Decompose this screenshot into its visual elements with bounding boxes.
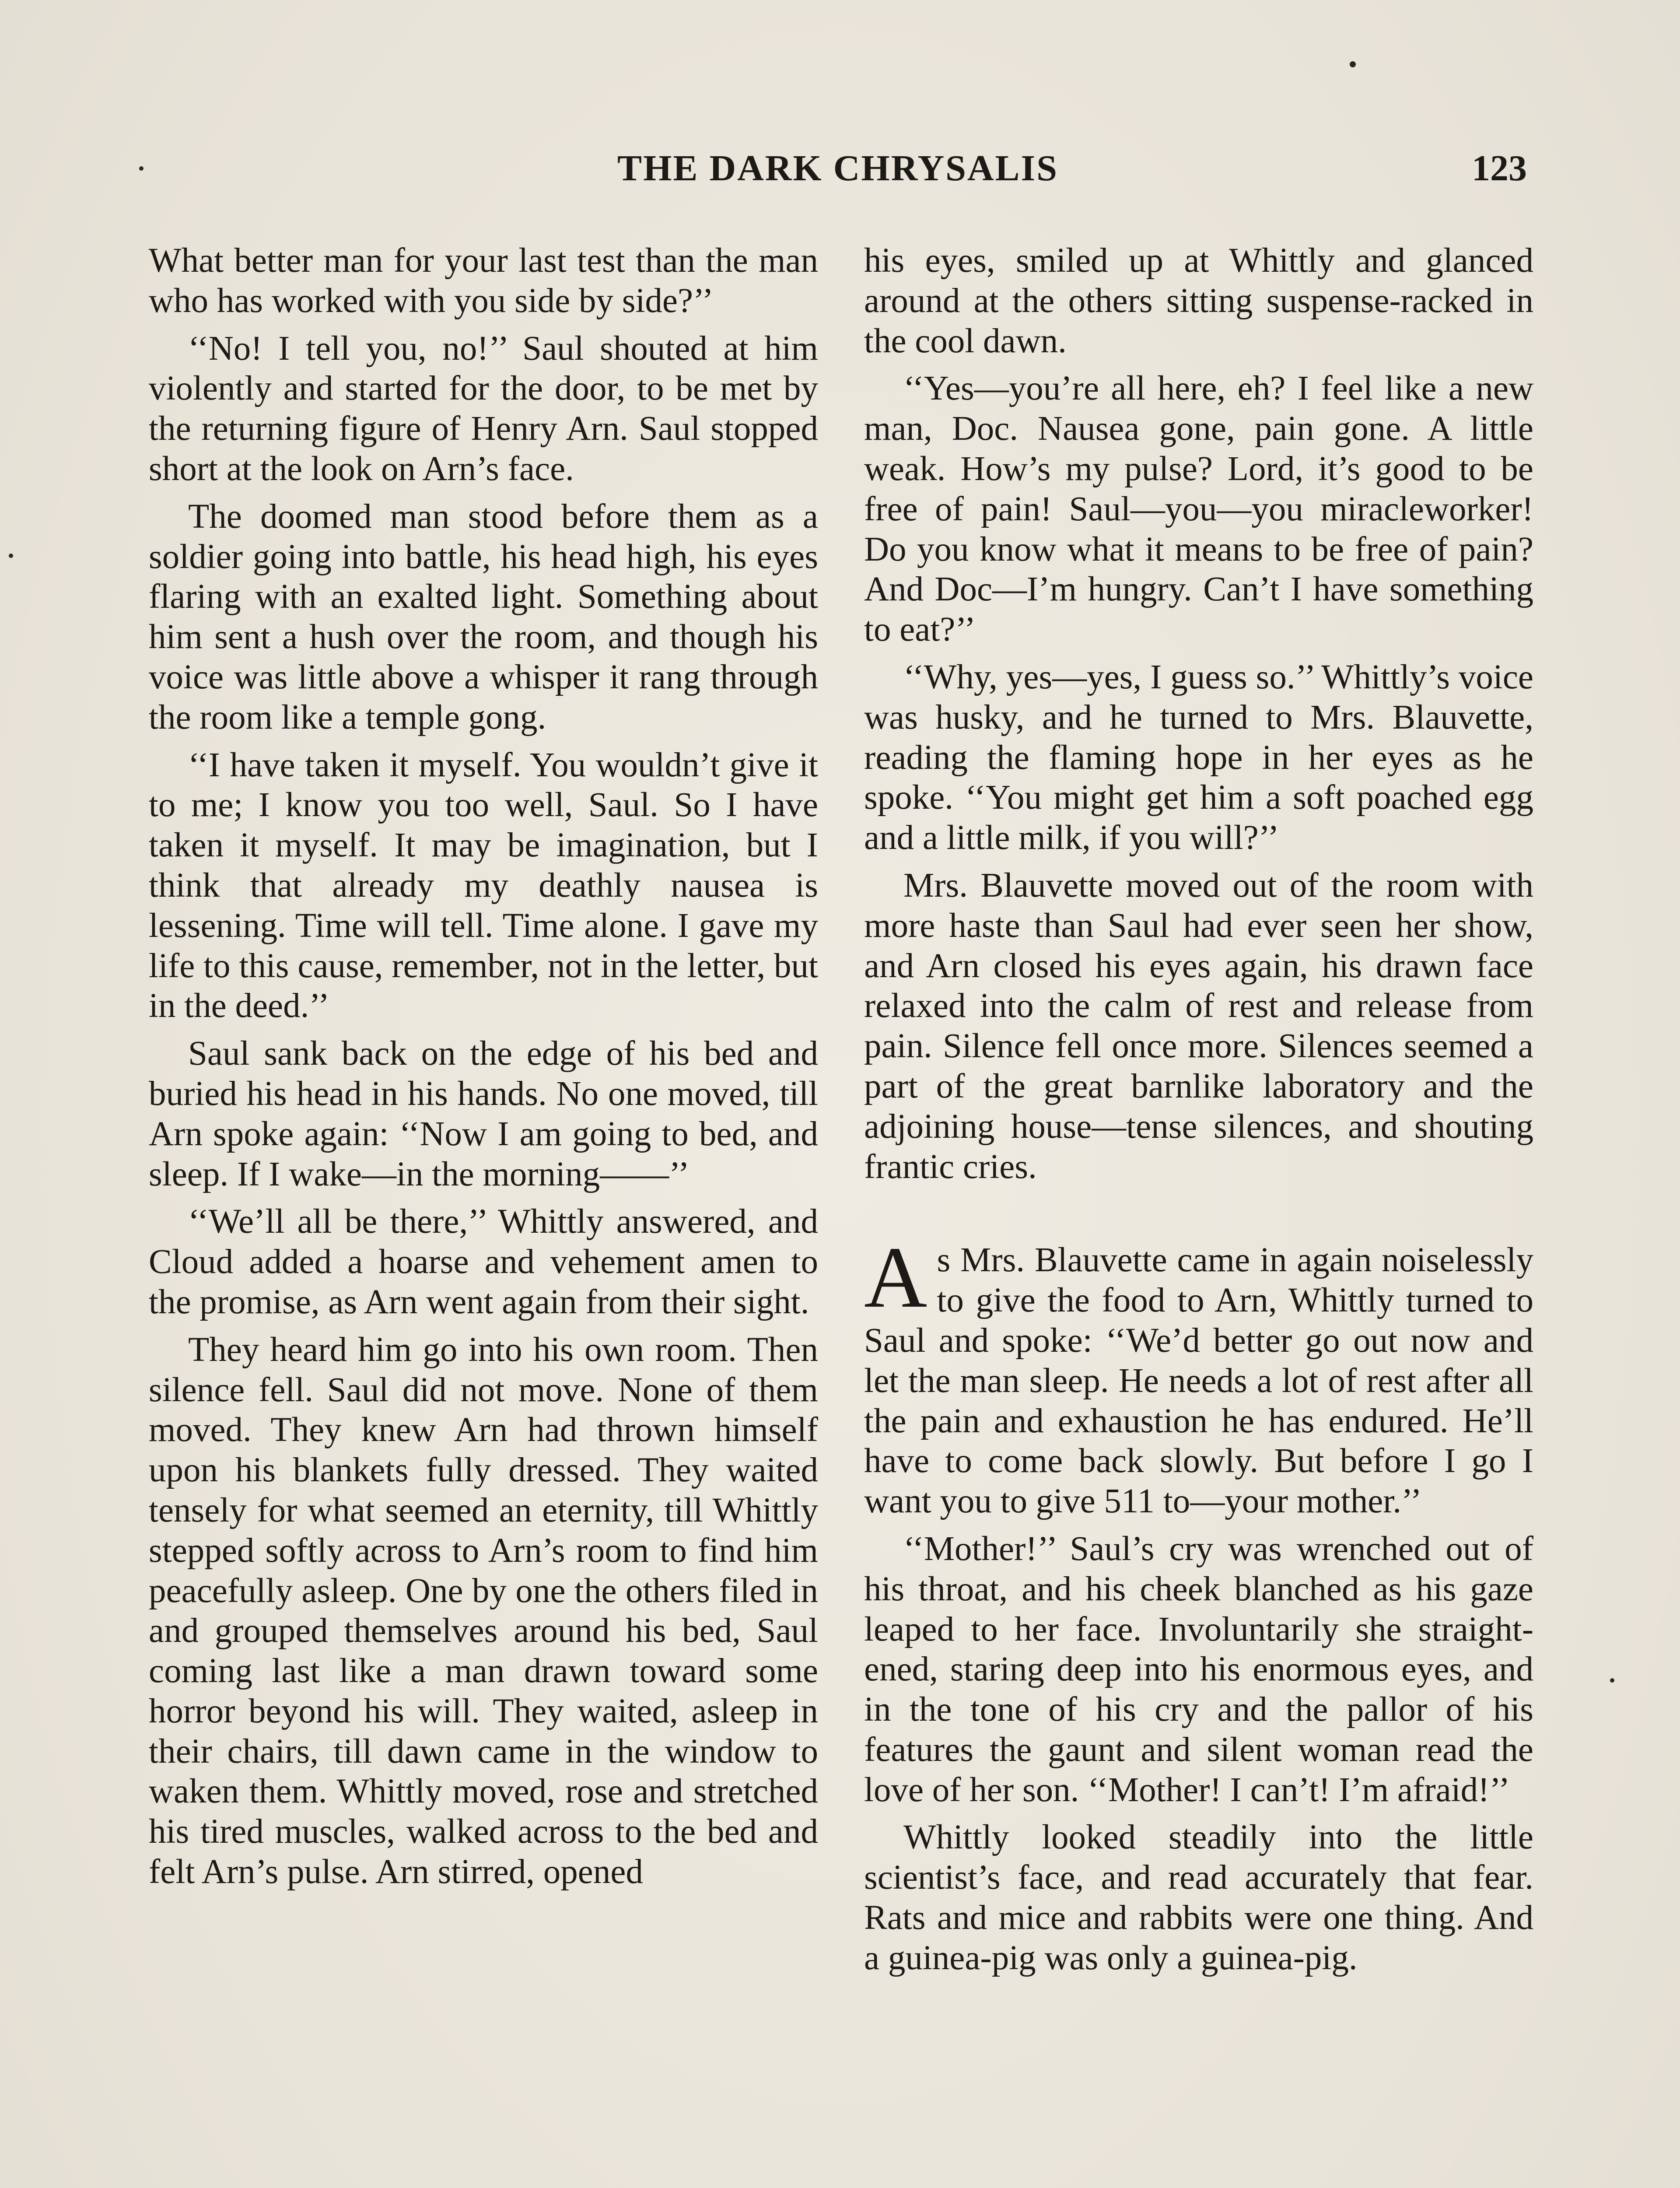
paragraph: They heard him go into his own room. Then silence fell. Saul did not move. None of them moved. They knew Arn had thrown himself upon his blankets fully dressed. They waited tensely for what seemed an eternity, till Whittly stepped softly across to Arn’s room to find him peacefully asleep. One by one the others filed in and grouped themselves around his bed, Saul coming last like a man drawn toward some horror beyond his will. They waited, asleep in their chairs, till dawn came in the window to waken them. Whittly moved, rose and stretched his tired muscles, walked across to the bed and felt Arn’s pulse. Arn stirred, opened <box>149 1330 818 1891</box>
paragraph: his eyes, smiled up at Whittly and glanced around at the others sitting suspense-racked in the cool dawn. <box>864 242 1533 360</box>
paragraph: ‘‘Mother!’’ Saul’s cry was wrenched out of his throat, and his cheek blanched as his gaze leaped to her face. Involuntarily she straightened, staring deep into his enormous eyes, and in the tone of his cry and the pallor of his features the gaunt and silent woman read the love of her son. ‘‘Mother! I can’t! I’m afraid!’’ <box>864 1529 1533 1809</box>
paper-speck <box>139 166 144 171</box>
paragraph: Whittly looked steadily into the little scientist’s face, and read accurately that fear. Rats and mice and rabbits were one thing. And a guinea-pig was only a guinea-pig. <box>864 1818 1533 1977</box>
running-title: THE DARK CHRYSALIS <box>617 148 1058 189</box>
paper-speck <box>9 554 13 558</box>
paragraph: The doomed man stood before them as a soldier going into battle, his head high, his eyes flaring with an exalted light. Something about him sent a hush over the room, and though his voice was little above a whisper it rang through the room like a temple gong. <box>149 497 818 736</box>
paragraph: ‘‘Yes—you’re all here, eh? I feel like a new man, Doc. Nausea gone, pain gone. A little weak. How’s my pulse? Lord, it’s good to be free of pain! Saul—you—you miracleworker! Do you know what it means to be free of pain? And Doc—I’m hungry. Can’t I have something to eat?’’ <box>864 369 1533 649</box>
section-break <box>864 1194 1533 1240</box>
paragraph: ‘‘Why, yes—yes, I guess so.’’ Whittly’s voice was husky, and he turned to Mrs. Blauvette, reading the flaming hope in her eyes as he spoke. ‘‘You might get him a soft poached egg and a little milk, if you will?’’ <box>864 658 1533 857</box>
paragraph: Saul sank back on the edge of his bed and buried his head in his hands. No one moved, till Arn spoke again: ‘‘Now I am going to bed, and sleep. If I wake—in the morning——’’ <box>149 1034 818 1193</box>
paragraph: Mrs. Blauvette moved out of the room with more haste than Saul had ever seen her show, and Arn closed his eyes again, his drawn face relaxed into the calm of rest and release from pain. Silence fell once more. Silences seemed a part of the great barnlike laboratory and the adjoining house—tense silences, and shouting frantic cries. <box>864 866 1533 1186</box>
left-text-column <box>149 241 818 2188</box>
running-header <box>149 144 1527 193</box>
dropcap-paragraph-text: s Mrs. Blauvette came in again noiselessly to give the food to Arn, Whittly turned to Saul and spoke: ‘‘We’d better go out now and let the man sleep. He needs a lot of rest after all the pain and exhaustion he has endured. He’ll have to come back slowly. But before I go I want you to give 511 to—your mother.’’ <box>864 1241 1533 1521</box>
right-text-column <box>864 241 1533 2188</box>
dropcap-paragraph <box>864 1229 1533 1522</box>
drop-cap-letter: A <box>864 1229 928 1326</box>
page-number: 123 <box>1472 148 1527 189</box>
paragraph: ‘‘No! I tell you, no!’’ Saul shouted at him violently and started for the door, to be met by the returning figure of Henry Arn. Saul stopped short at the look on Arn’s face. <box>149 329 818 488</box>
paper-speck <box>1610 1678 1614 1683</box>
paper-speck <box>1350 61 1356 67</box>
paragraph: ‘‘I have taken it myself. You wouldn’t give it to me; I know you too well, Saul. So I have taken it myself. It may be imagination, but I think that already my deathly nausea is lessening. Time will tell. Time alone. I gave my life to this cause, remember, not in the letter, but in the deed.’’ <box>149 746 818 1025</box>
paragraph: ‘‘We’ll all be there,’’ Whittly answered, and Cloud added a hoarse and vehement amen to the promise, as Arn went again from their sight. <box>149 1203 818 1321</box>
paragraph: What better man for your last test than the man who has worked with you side by side?’’ <box>149 242 818 320</box>
